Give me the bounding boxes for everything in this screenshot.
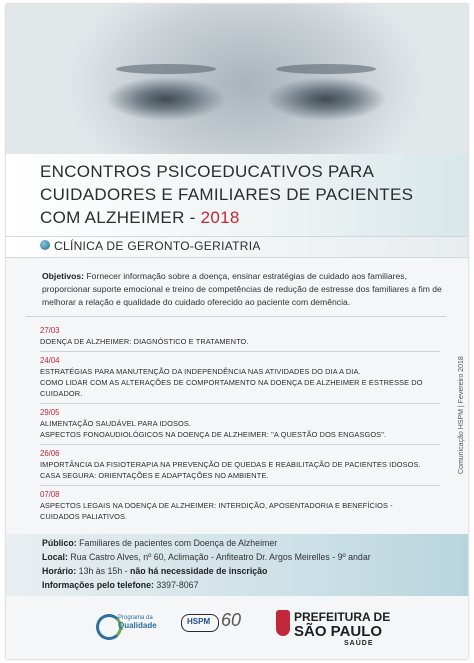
title-line-3 (40, 206, 450, 229)
programa-text (118, 614, 157, 631)
logo-row (6, 602, 468, 652)
city-crest-icon (276, 610, 290, 636)
event-item (40, 352, 440, 404)
clinic-name: CLÍNICA DE GERONTO-GERIATRIA (54, 239, 261, 253)
title-line-1: ENCONTROS PSICOEDUCATIVOS PARA (40, 162, 375, 181)
title-line-3-text: COM ALZHEIMER - (40, 208, 201, 227)
info-local-value: Rua Castro Alves, nº 60, Aclimação - Anfiteatro Dr. Argos Meirelles - 9º andar (70, 552, 371, 562)
info-publico-value: Familiares de pacientes com Doença de Alzheimer (79, 538, 278, 548)
photo-brow-right (276, 64, 376, 74)
event-date: 24/04 (40, 356, 60, 365)
info-horario-value: 13h às 15h - (78, 566, 131, 576)
event-list (40, 322, 440, 526)
event-item (40, 445, 440, 486)
event-date: 26/06 (40, 449, 60, 458)
event-topic: DOENÇA DE ALZHEIMER: DIAGNÓSTICO E TRATAMENTO. (40, 337, 249, 346)
event-topic: CASA SEGURA: ORIENTAÇÕES E ADAPTAÇÕES NO AMBIENTE. (40, 471, 269, 480)
prefeitura-line3: SAÚDE (344, 640, 374, 647)
event-item (40, 322, 440, 352)
event-topic: CUIDADOS PALIATIVOS. (40, 512, 128, 521)
event-date: 07/08 (40, 490, 60, 499)
objectives-text: Fornecer informação sobre a doença, ensinar estratégias de cuidado aos familiares, proporcionar suporte emocional e treino de competências de redução de estresse dos familiares a fim de melhorar a relação e qualidade do cuidado oferecido ao paciente com demência. (42, 271, 442, 307)
programa-line1: Programa da (118, 615, 153, 621)
divider (26, 316, 446, 317)
title-line-2: CUIDADORES E FAMILIARES DE PACIENTES (40, 185, 414, 204)
event-topic: ALIMENTAÇÃO SAUDÁVEL PARA IDOSOS. (40, 419, 192, 428)
info-local-label: Local: (42, 552, 68, 562)
poster (6, 4, 468, 659)
info-horario-label: Horário: (42, 566, 77, 576)
bullet-icon (40, 240, 50, 250)
prefeitura-line2: SÃO PAULO (294, 623, 383, 640)
hspm-text: HSPM (187, 617, 211, 626)
title-year: 2018 (200, 208, 240, 227)
objectives-label: Objetivos: (42, 271, 85, 281)
event-topic: ASPECTOS LEGAIS NA DOENÇA DE ALZHEIMER: INTERDIÇÃO, APOSENTADORIA E BENEFÍCIOS - (40, 501, 393, 510)
prefeitura-line1: PREFEITURA DE (294, 610, 391, 624)
objectives (42, 270, 442, 309)
event-topic: ASPECTOS FONOAUDIOLÓGICOS NA DOENÇA DE ALZHEIMER: "A QUESTÃO DOS ENGASGOS". (40, 430, 387, 439)
programa-line2: Qualidade (118, 621, 157, 630)
info-horario (42, 564, 452, 578)
event-topic: IMPORTÂNCIA DA FISIOTERAPIA NA PREVENÇÃO DE QUEDAS E REABILITAÇÃO DE PACIENTES IDOSOS. (40, 460, 421, 469)
event-date: 27/03 (40, 326, 60, 335)
info-local (42, 550, 452, 564)
hspm-years: 60 (221, 610, 242, 630)
info-telefone-label: Informações pelo telefone: (42, 580, 154, 590)
event-topic: COMO LIDAR COM AS ALTERAÇÕES DE COMPORTAMENTO NA DOENÇA DE ALZHEIMER E ESTRESSE DO CUIDADOR. (40, 378, 423, 398)
event-item (40, 486, 440, 526)
info-publico-label: Público: (42, 538, 77, 548)
page-title (40, 160, 450, 229)
event-date: 29/05 (40, 408, 60, 417)
hspm-logo (181, 610, 251, 640)
programa-qualidade-logo (96, 608, 156, 644)
info-telefone-value: 3397-8067 (156, 580, 199, 590)
info-block (42, 536, 452, 592)
credit-line: Comunicação HSPM | Fevereiro 2018 (458, 356, 465, 474)
prefeitura-logo (276, 608, 396, 648)
info-horario-note: não há necessidade de inscrição (130, 566, 268, 576)
event-item (40, 404, 440, 445)
info-telefone (42, 578, 452, 592)
info-publico (42, 536, 452, 550)
event-topic: ESTRATÉGIAS PARA MANUTENÇÃO DA INDEPENDÊNCIA NAS ATIVIDADES DO DIA A DIA. (40, 367, 361, 376)
header-photo (6, 4, 468, 154)
photo-brow-left (116, 64, 216, 74)
